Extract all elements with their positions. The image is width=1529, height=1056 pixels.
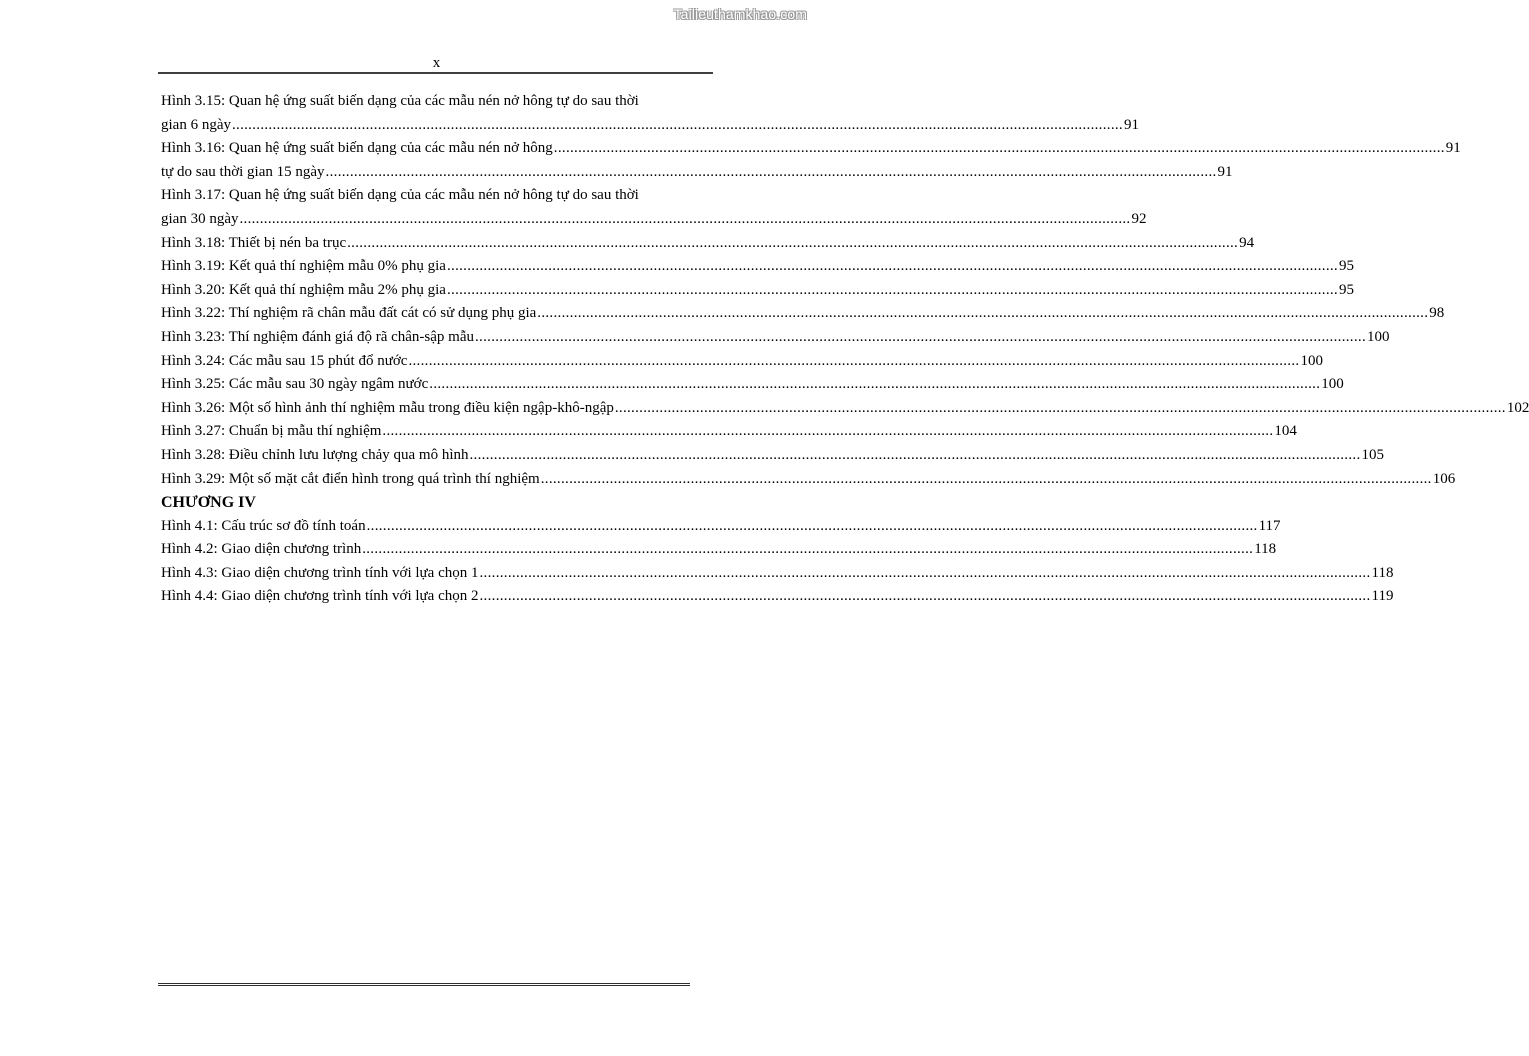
dot-leader: ............................................................................................................................................................................................................................ xyxy=(382,423,1274,440)
dot-leader: ............................................................................................................................................................................................................................ xyxy=(408,352,1300,369)
toc-entry xyxy=(161,397,1529,421)
footer-rule xyxy=(158,983,690,986)
dot-leader: ............................................................................................................................................................................................................................ xyxy=(446,258,1338,275)
dot-leader: ............................................................................................................................................................................................................................ xyxy=(347,234,1239,251)
toc-entry xyxy=(161,302,1445,326)
toc-entry-page: 102 xyxy=(1506,399,1529,416)
toc-entry xyxy=(161,562,1394,586)
dot-leader: ............................................................................................................................................................................................................................ xyxy=(537,305,1429,322)
toc-entry xyxy=(161,232,1255,256)
toc-entry-title: gian 6 ngày xyxy=(161,116,231,133)
toc-entry-page: 95 xyxy=(1338,258,1354,275)
toc-entry-page: 94 xyxy=(1239,234,1255,251)
toc-entry-title: Hình 3.24: Các mẫu sau 15 phút đổ nước xyxy=(161,352,408,369)
toc-entry-title: Hình 3.18: Thiết bị nén ba trục xyxy=(161,234,347,251)
dot-leader: ............................................................................................................................................................................................................................ xyxy=(446,281,1338,298)
toc-entry-title: Hình 3.20: Kết quả thí nghiệm mẫu 2% phụ gia xyxy=(161,281,446,298)
toc-entry-title: Hình 4.1: Cấu trúc sơ đồ tính toán xyxy=(161,517,366,534)
toc-entry-page: 91 xyxy=(1217,163,1233,180)
toc-entry-title: Hình 3.16: Quan hệ ứng suất biến dạng của các mẫu nén nở hông xyxy=(161,140,553,157)
toc-entry xyxy=(161,137,1461,161)
toc-entry-title: gian 30 ngày xyxy=(161,210,239,227)
dot-leader: ............................................................................................................................................................................................................................ xyxy=(479,588,1371,605)
dot-leader: ............................................................................................................................................................................................................................ xyxy=(362,541,1254,558)
toc-entry-title: Hình 3.28: Điều chỉnh lưu lượng chảy qua mô hình xyxy=(161,446,469,463)
toc-entry-page: 106 xyxy=(1432,470,1456,487)
toc-entry-page: 92 xyxy=(1131,210,1147,227)
toc-entry xyxy=(161,373,1344,397)
table-of-figures xyxy=(161,90,1529,609)
toc-entry xyxy=(161,585,1394,609)
dot-leader: ............................................................................................................................................................................................................................ xyxy=(231,116,1123,133)
dot-leader: ............................................................................................................................................................................................................................ xyxy=(429,376,1321,393)
toc-entry-page: 98 xyxy=(1429,305,1445,322)
dot-leader: ............................................................................................................................................................................................................................ xyxy=(553,140,1445,157)
dot-leader: ............................................................................................................................................................................................................................ xyxy=(366,517,1258,534)
watermark: Tailieuthamkhao.com xyxy=(673,6,807,22)
toc-entry-page: 104 xyxy=(1274,423,1297,440)
toc-entry-title: Hình 3.29: Một số mặt cắt điển hình trong quá trình thí nghiệm xyxy=(161,470,540,487)
toc-entry-title: Hình 3.19: Kết quả thí nghiệm mẫu 0% phụ gia xyxy=(161,258,446,275)
chapter-heading xyxy=(161,491,713,515)
header-rule xyxy=(158,72,713,74)
toc-entry xyxy=(161,184,713,208)
toc-entry-title: Hình 4.4: Giao diện chương trình tính với lựa chọn 2 xyxy=(161,588,479,605)
dot-leader: ............................................................................................................................................................................................................................ xyxy=(479,564,1371,581)
toc-entry-page: 100 xyxy=(1321,376,1344,393)
toc-entry xyxy=(161,161,1233,185)
chapter-heading-text: CHƯƠNG IV xyxy=(161,494,256,512)
dot-leader: ............................................................................................................................................................................................................................ xyxy=(475,328,1366,345)
toc-entry-page: 100 xyxy=(1367,328,1390,345)
toc-entry-page: 118 xyxy=(1254,541,1277,558)
page-number: x xyxy=(432,55,441,71)
toc-entry xyxy=(161,279,1354,303)
toc-entry xyxy=(161,350,1323,374)
dot-leader: ............................................................................................................................................................................................................................ xyxy=(540,470,1432,487)
dot-leader: ............................................................................................................................................................................................................................ xyxy=(469,446,1361,463)
toc-entry-page: 105 xyxy=(1361,446,1384,463)
toc-entry-title: Hình 3.15: Quan hệ ứng suất biến dạng của các mẫu nén nở hông tự do sau thời xyxy=(161,93,639,109)
toc-entry-title: Hình 3.22: Thí nghiệm rã chân mẫu đất cát có sử dụng phụ gia xyxy=(161,305,537,322)
toc-entry-title: Hình 3.23: Thí nghiệm đánh giá độ rã chân-sập mẫu xyxy=(161,328,474,345)
toc-entry xyxy=(161,538,1277,562)
dot-leader: ............................................................................................................................................................................................................................ xyxy=(239,210,1131,227)
toc-entry xyxy=(161,326,1390,350)
toc-entry-title: Hình 3.26: Một số hình ảnh thí nghiệm mẫu trong điều kiện ngập-khô-ngập xyxy=(161,399,614,416)
toc-entry-page: 117 xyxy=(1258,517,1281,534)
toc-entry xyxy=(161,114,1139,138)
toc-entry xyxy=(161,468,1456,492)
dot-leader: ............................................................................................................................................................................................................................ xyxy=(614,399,1506,416)
toc-entry-title: Hình 3.27: Chuẩn bị mẫu thí nghiệm xyxy=(161,423,382,440)
toc-entry-page: 100 xyxy=(1300,352,1323,369)
toc-entry-title: Hình 3.17: Quan hệ ứng suất biến dạng của các mẫu nén nở hông tự do sau thời xyxy=(161,187,639,204)
toc-entry-title: Hình 3.25: Các mẫu sau 30 ngày ngâm nước xyxy=(161,376,429,393)
toc-entry xyxy=(161,420,1297,444)
toc-entry-title: Hình 4.2: Giao diện chương trình xyxy=(161,541,362,558)
toc-entry-title: tự do sau thời gian 15 ngày xyxy=(161,163,325,180)
toc-entry xyxy=(161,515,1281,539)
toc-entry-page: 95 xyxy=(1338,281,1354,298)
dot-leader: ............................................................................................................................................................................................................................ xyxy=(325,163,1217,180)
toc-entry-page: 118 xyxy=(1371,564,1394,581)
toc-entry-page: 119 xyxy=(1371,588,1394,605)
toc-entry xyxy=(161,208,1147,232)
toc-entry-page: 91 xyxy=(1445,140,1461,157)
toc-entry xyxy=(161,255,1354,279)
toc-entry xyxy=(161,90,713,114)
toc-entry-title: Hình 4.3: Giao diện chương trình tính với lựa chọn 1 xyxy=(161,564,479,581)
toc-entry-page: 91 xyxy=(1123,116,1139,133)
toc-entry xyxy=(161,444,1384,468)
